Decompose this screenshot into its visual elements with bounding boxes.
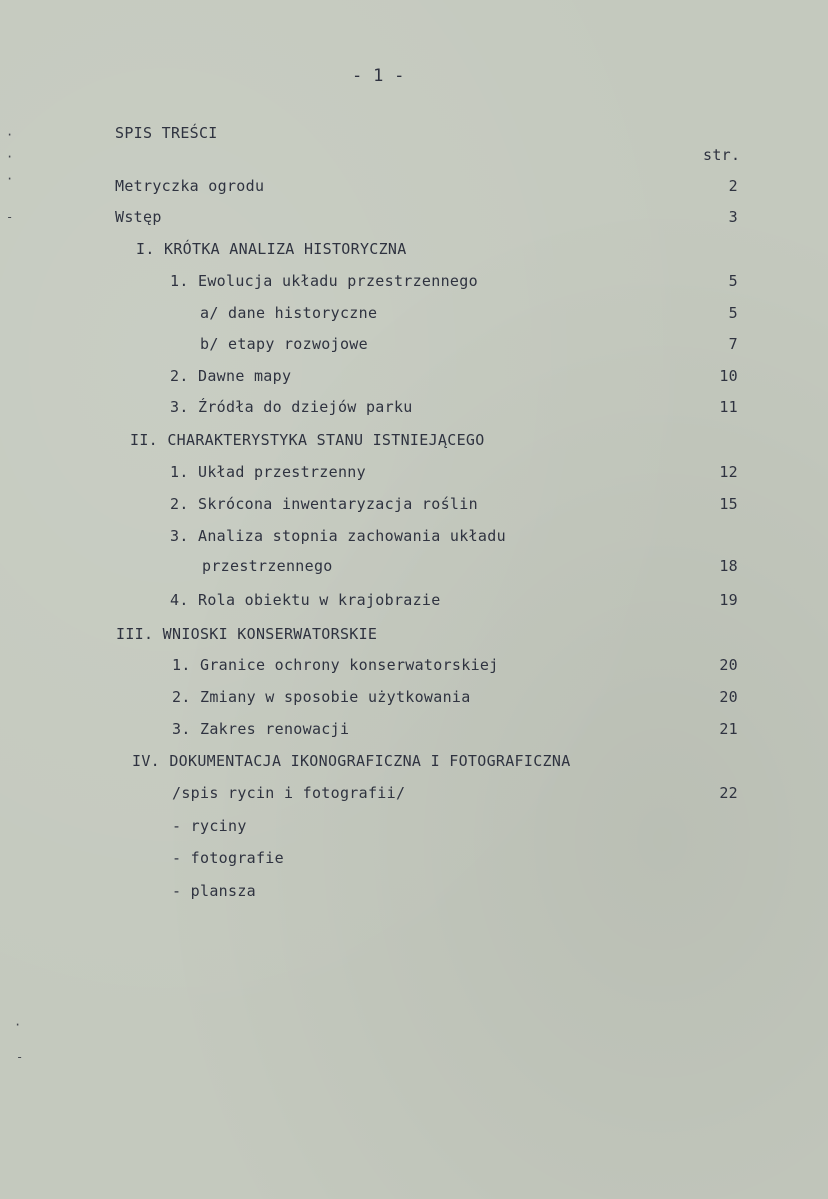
toc-entry-page: 7	[728, 335, 738, 353]
toc-section-title: I. KRÓTKA ANALIZA HISTORYCZNA	[136, 240, 407, 258]
page-column-header: str.	[703, 146, 741, 164]
toc-entry-text: 3. Analiza stopnia zachowania układu	[170, 527, 506, 545]
toc-entry-text: 1. Ewolucja układu przestrzennego	[170, 272, 478, 290]
toc-entry-page: 12	[719, 463, 738, 481]
toc-entry-page: 20	[719, 656, 738, 674]
toc-entry-page: 20	[719, 688, 738, 706]
margin-hole-mark: -	[6, 210, 14, 224]
toc-entry-text: 2. Zmiany w sposobie użytkowania	[172, 688, 471, 706]
margin-hole-mark: ·	[6, 150, 14, 164]
margin-hole-mark: ·	[6, 172, 14, 186]
page-number: - 1 -	[352, 66, 405, 86]
toc-entry-text: przestrzennego	[202, 557, 333, 575]
toc-entry-text: /spis rycin i fotografii/	[172, 784, 406, 802]
toc-entry-text: Wstęp	[115, 208, 162, 226]
toc-entry-text: 1. Układ przestrzenny	[170, 463, 366, 481]
toc-section-title: III. WNIOSKI KONSERWATORSKIE	[116, 625, 378, 643]
toc-entry-text: 2. Skrócona inwentaryzacja roślin	[170, 495, 478, 513]
toc-entry-text: 2. Dawne mapy	[170, 367, 292, 385]
toc-entry-page: 15	[719, 495, 738, 513]
toc-entry-page: 19	[719, 591, 738, 609]
toc-entry-page: 5	[728, 304, 738, 322]
margin-hole-mark: ·	[6, 128, 14, 142]
toc-entry-page: 22	[719, 784, 738, 802]
toc-section-title: II. CHARAKTERYSTYKA STANU ISTNIEJĄCEGO	[130, 431, 485, 449]
toc-entry-page: 18	[719, 557, 738, 575]
toc-entry-text: b/ etapy rozwojowe	[200, 335, 368, 353]
toc-section-title: IV. DOKUMENTACJA IKONOGRAFICZNA I FOTOGRAFICZNA	[132, 752, 571, 770]
toc-entry-page: 21	[719, 720, 738, 738]
toc-entry-text: 3. Źródła do dziejów parku	[170, 398, 413, 416]
toc-entry-text: 4. Rola obiektu w krajobrazie	[170, 591, 441, 609]
toc-entry-text: Metryczka ogrodu	[115, 177, 265, 195]
toc-entry-text: - ryciny	[172, 817, 247, 835]
toc-entry-text: 3. Zakres renowacji	[172, 720, 350, 738]
toc-entry-page: 5	[728, 272, 738, 290]
margin-hole-mark: -	[16, 1050, 24, 1064]
toc-entry-text: 1. Granice ochrony konserwatorskiej	[172, 656, 499, 674]
toc-entry-page: 11	[719, 398, 738, 416]
margin-hole-mark: ·	[14, 1018, 22, 1032]
toc-entry-page: 3	[728, 208, 738, 226]
toc-entry-text: - fotografie	[172, 849, 284, 867]
toc-entry-text: - plansza	[172, 882, 256, 900]
toc-entry-text: a/ dane historyczne	[200, 304, 378, 322]
toc-heading: SPIS TREŚCI	[115, 124, 218, 142]
toc-entry-page: 10	[719, 367, 738, 385]
toc-entry-page: 2	[728, 177, 738, 195]
